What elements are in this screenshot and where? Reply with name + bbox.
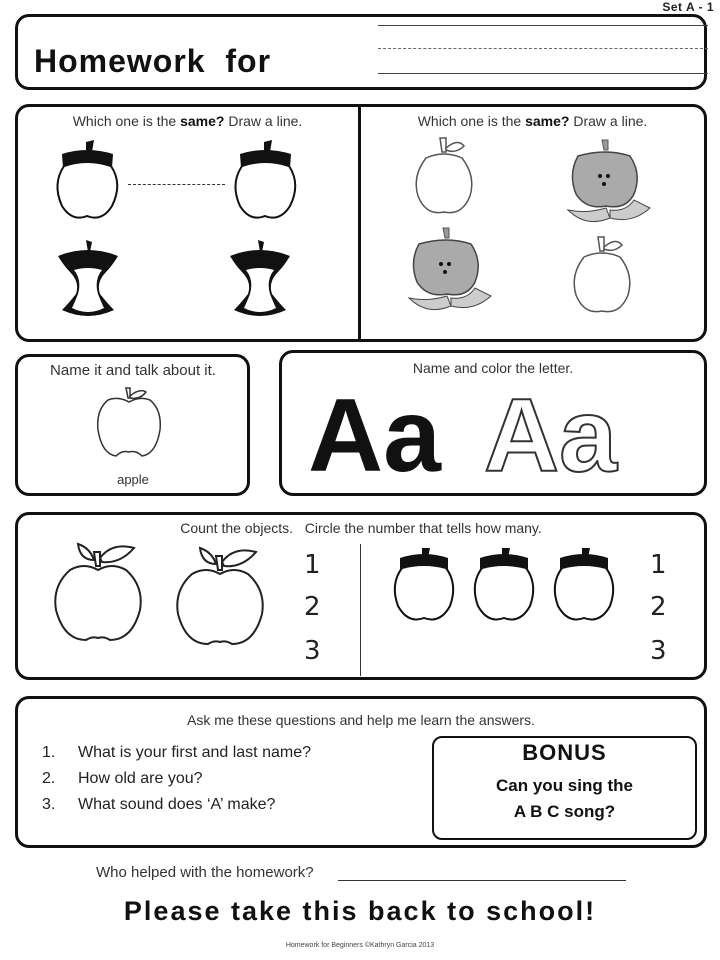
letter-solid: Aa: [308, 378, 441, 494]
apple-icon: [470, 548, 538, 626]
same-right-instruction: Which one is the same? Draw a line.: [417, 113, 648, 129]
count-divider: [360, 544, 361, 676]
count-instruction: Count the objects. Circle the number that tells how many.: [180, 520, 542, 536]
apple-icon: [228, 140, 303, 222]
question-item: 1. What is your first and last name?: [42, 744, 311, 761]
count-left-number[interactable]: 2: [304, 592, 321, 622]
apple-outline-icon: [570, 234, 634, 318]
apple-slice-icon: [566, 140, 650, 228]
apple-outline-icon: [92, 386, 166, 460]
question-item: 2. How old are you?: [42, 770, 203, 787]
count-left-number[interactable]: 1: [304, 550, 321, 580]
name-line-1[interactable]: [378, 25, 708, 26]
apple-outline-icon: [412, 136, 476, 218]
letter-instruction: Name and color the letter.: [412, 360, 574, 376]
question-item: 3. What sound does ‘A’ make?: [42, 796, 276, 813]
apple-word: apple: [117, 472, 149, 487]
apple-icon: [50, 540, 146, 646]
apple-icon: [172, 544, 268, 650]
bonus-line-2: A B C song?: [513, 802, 616, 821]
helped-label: Who helped with the homework?: [96, 864, 314, 881]
apple-slice-icon: [406, 228, 492, 316]
bonus-line-1: Can you sing the: [496, 776, 633, 795]
count-right-number[interactable]: 3: [650, 636, 667, 666]
homework-title: Homework for: [34, 43, 272, 79]
questions-instruction: Ask me these questions and help me learn the answers.: [187, 712, 535, 728]
credit-text: Homework for Beginners ©Kathryn Garcia 2013: [285, 942, 435, 949]
bonus-title: BONUS: [522, 740, 607, 765]
count-right-number[interactable]: 2: [650, 592, 667, 622]
apple-core-icon: [52, 238, 124, 322]
apple-core-icon: [224, 238, 296, 322]
apple-icon: [390, 548, 458, 626]
letter-outline[interactable]: Aa: [484, 378, 617, 494]
apple-icon: [550, 548, 618, 626]
helped-line[interactable]: [338, 880, 626, 881]
same-left-instruction: Which one is the same? Draw a line.: [72, 113, 303, 129]
count-right-number[interactable]: 1: [650, 550, 667, 580]
count-left-number[interactable]: 3: [304, 636, 321, 666]
name-line-dashed: [378, 48, 708, 49]
matching-line: [128, 184, 225, 185]
name-line-2[interactable]: [378, 73, 708, 74]
same-divider: [358, 106, 361, 340]
set-label: Set A - 1: [662, 0, 714, 14]
apple-icon: [50, 140, 125, 222]
name-it-instruction: Name it and talk about it.: [50, 362, 216, 379]
footer-message: Please take this back to school!: [123, 896, 597, 926]
header-box: [15, 14, 707, 90]
